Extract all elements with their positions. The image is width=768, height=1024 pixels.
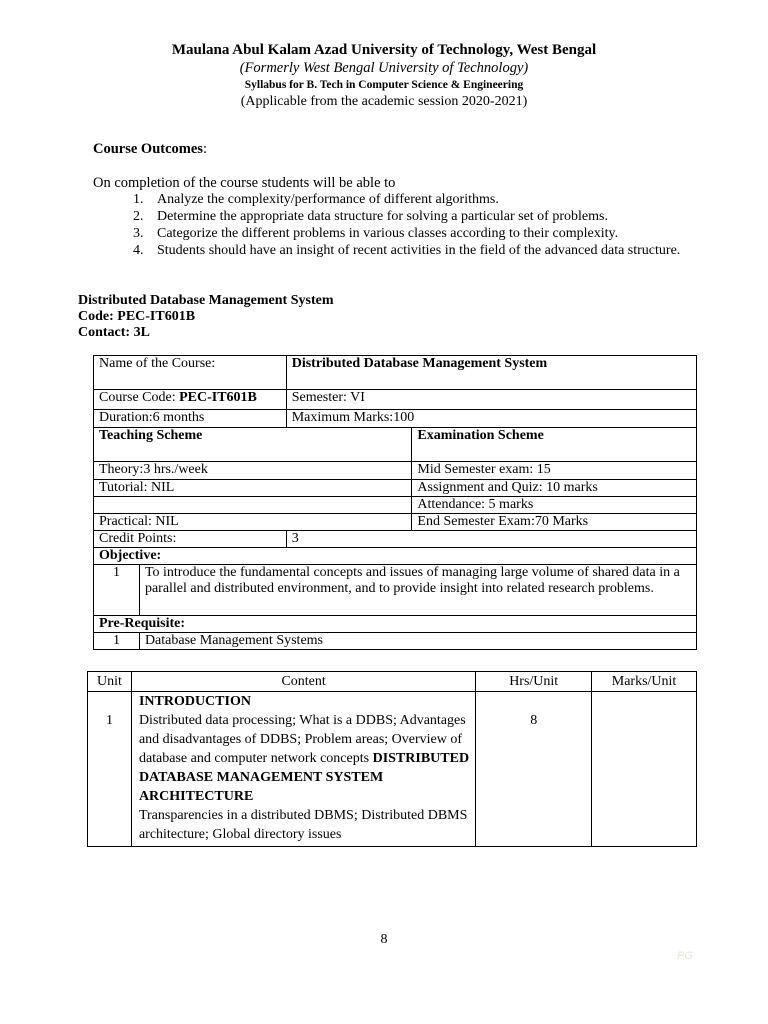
- mid-sem-cell: Mid Semester exam: 15: [412, 462, 697, 480]
- table-header-row: [88, 672, 697, 692]
- max-marks-cell: Maximum Marks:100: [286, 410, 696, 428]
- outcome-item: [133, 191, 693, 208]
- table-row: [88, 692, 697, 847]
- table-row: [94, 548, 697, 565]
- end-sem-cell: End Semester Exam:70 Marks: [412, 514, 697, 531]
- practical-cell: Practical: NIL: [94, 514, 412, 531]
- syllabus-title: Syllabus for B. Tech in Computer Science & Engineering: [244, 79, 524, 91]
- course-outcomes-colon: :: [202, 141, 207, 157]
- table-row: [94, 390, 697, 410]
- course-outcomes-heading: [93, 141, 207, 158]
- table-row: [94, 633, 697, 650]
- attendance-cell: Attendance: 5 marks: [412, 497, 697, 514]
- course-details-table: [93, 355, 697, 650]
- subject-contact: Contact: 3L: [78, 325, 150, 340]
- outcome-item: [133, 225, 693, 242]
- course-code-value: PEC-IT601B: [179, 390, 257, 405]
- unit-header: Unit: [88, 672, 132, 692]
- subject-title: Distributed Database Management System: [78, 293, 334, 308]
- watermark-text: PG: [677, 950, 693, 962]
- table-row: [94, 356, 697, 390]
- table-row: [94, 410, 697, 428]
- unit-text-2: Transparencies in a distributed DBMS; Distributed DBMS architecture; Global directory issues: [138, 808, 468, 842]
- hrs-header: Hrs/Unit: [476, 672, 592, 692]
- university-name: Maulana Abul Kalam Azad University of Technology, West Bengal: [171, 42, 597, 58]
- unit-hours: 8: [476, 692, 592, 847]
- course-code-label: Course Code:: [99, 390, 180, 405]
- outcome-text: Categorize the different problems in various classes according to their complexity.: [157, 226, 619, 241]
- course-outcomes-list: [133, 191, 693, 259]
- objective-number: 1: [94, 565, 140, 616]
- subject-code: Code: PEC-IT601B: [78, 309, 196, 324]
- outcome-text: Determine the appropriate data structure for solving a particular set of problems.: [157, 209, 608, 224]
- table-row: [94, 565, 697, 616]
- unit-content-table: [87, 671, 697, 847]
- table-row: [94, 462, 697, 480]
- prerequisite-heading: Pre-Requisite:: [94, 616, 697, 633]
- credit-value-cell: 3: [286, 531, 696, 548]
- outcome-number: 4.: [133, 243, 144, 258]
- course-name-label: Name of the Course:: [94, 356, 287, 390]
- teaching-scheme-heading: Teaching Scheme: [94, 428, 412, 462]
- table-row: [94, 480, 697, 497]
- table-row: [94, 514, 697, 531]
- page-number: 8: [380, 932, 388, 947]
- tutorial-cell: Tutorial: NIL: [94, 480, 412, 497]
- unit-content: [131, 692, 475, 847]
- objective-heading: Objective:: [94, 548, 697, 565]
- applicable-session: (Applicable from the academic session 2020-2021): [240, 94, 528, 109]
- unit-text-1: Distributed data processing; What is a DDBS; Advantages and disadvantages of DDBS; Problem areas; Overview of database and computer network concepts: [138, 713, 466, 766]
- table-row: [94, 428, 697, 462]
- course-outcomes-label: Course Outcomes: [93, 141, 203, 157]
- semester-cell: Semester: VI: [286, 390, 696, 410]
- outcome-item: [133, 242, 693, 259]
- outcome-number: 2.: [133, 209, 144, 224]
- assignment-cell: Assignment and Quiz: 10 marks: [412, 480, 697, 497]
- theory-cell: Theory:3 hrs./week: [94, 462, 412, 480]
- unit-heading-architecture: DISTRIBUTED DATABASE MANAGEMENT SYSTEM ARCHITECTURE: [138, 751, 470, 804]
- former-name: (Formerly West Bengal University of Technology): [239, 60, 529, 76]
- outcome-number: 3.: [133, 226, 144, 241]
- exam-scheme-heading: Examination Scheme: [412, 428, 697, 462]
- table-row: [94, 531, 697, 548]
- outcome-text: Analyze the complexity/performance of different algorithms.: [157, 192, 499, 207]
- table-row: [94, 616, 697, 633]
- course-name-value: Distributed Database Management System: [286, 356, 696, 390]
- marks-header: Marks/Unit: [592, 672, 697, 692]
- outcome-text: Students should have an insight of recent activities in the field of the advanced data structure.: [157, 243, 681, 258]
- outcome-item: [133, 208, 693, 225]
- unit-marks: [592, 692, 697, 847]
- prerequisite-text: Database Management Systems: [139, 633, 696, 650]
- unit-number: 1: [88, 692, 132, 847]
- course-outcomes-intro: On completion of the course students will be able to: [93, 175, 396, 191]
- objective-text: To introduce the fundamental concepts and issues of managing large volume of shared data in a parallel and distributed environment, and to provide insight into related research problems.: [139, 565, 696, 616]
- unit-heading-introduction: INTRODUCTION: [138, 694, 251, 709]
- prerequisite-number: 1: [94, 633, 140, 650]
- duration-cell: Duration:6 months: [94, 410, 287, 428]
- outcome-number: 1.: [133, 192, 144, 207]
- course-code-cell: [94, 390, 287, 410]
- empty-cell: [94, 497, 412, 514]
- credit-label-cell: Credit Points:: [94, 531, 287, 548]
- table-row: [94, 497, 697, 514]
- content-header: Content: [131, 672, 475, 692]
